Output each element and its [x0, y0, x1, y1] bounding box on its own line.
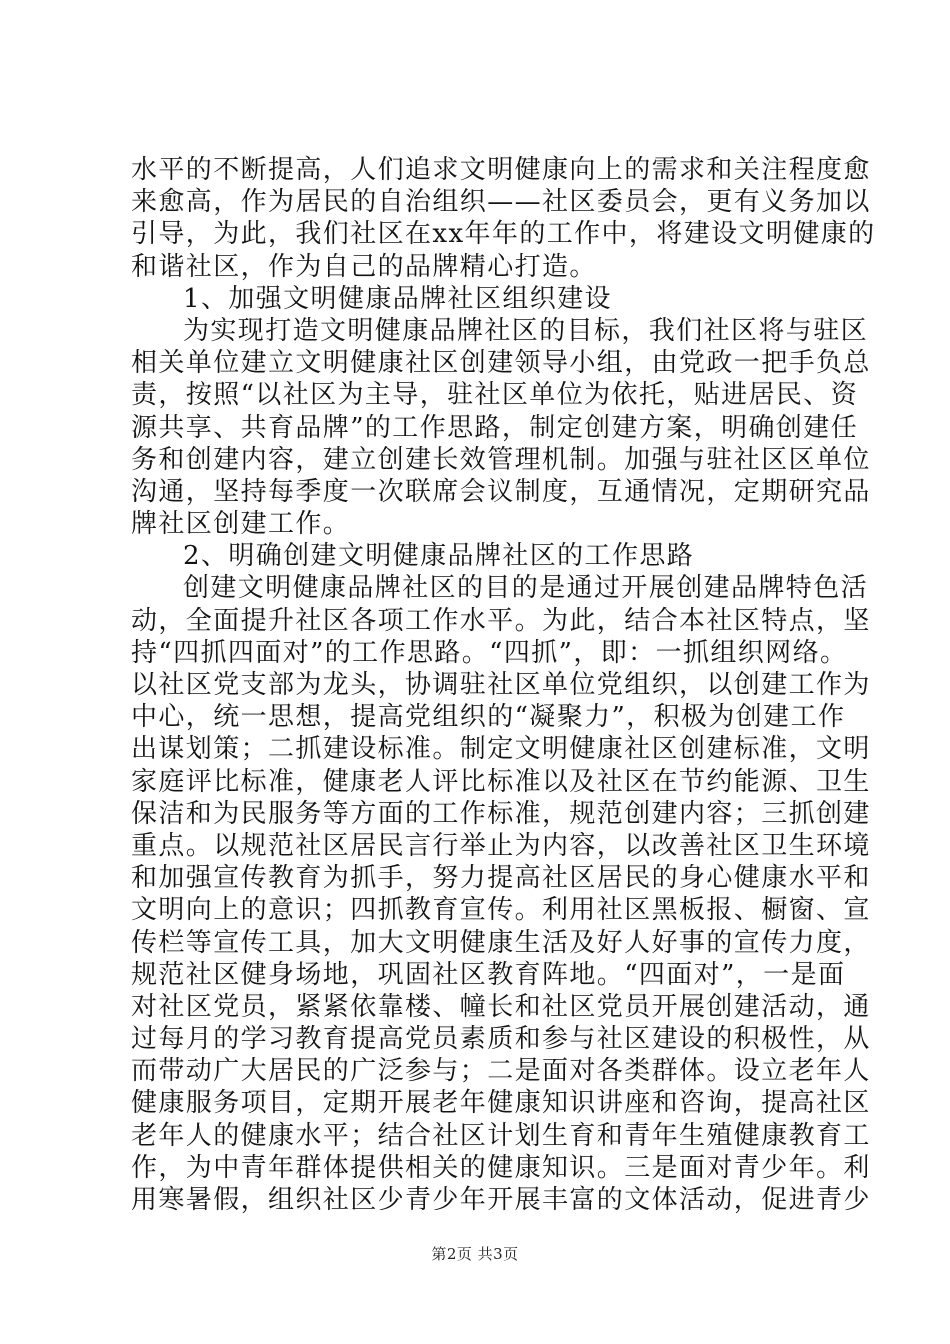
section-heading-2: 2、明确创建文明健康品牌社区的工作思路 [183, 541, 695, 572]
text-line: 引导，为此，我们社区在xx年年的工作中，将建设文明健康的 [131, 219, 876, 250]
text-line: 作，为中青年群体提供相关的健康知识。三是面对青少年。利 [131, 1152, 871, 1183]
text-line: 出谋划策；二抓建设标准。制定文明健康社区创建标准，文明 [131, 734, 871, 765]
text-line: 而带动广大居民的广泛参与；二是面对各类群体。设立老年人 [131, 1056, 871, 1087]
text-line: 源共享、共育品牌”的工作思路，制定创建方案，明确创建任 [131, 412, 859, 443]
document-body [131, 154, 876, 1216]
text-line: 责，按照“以社区为主导，驻社区单位为依托，贴进居民、资 [131, 380, 859, 411]
text-line: 沟通，坚持每季度一次联席会议制度，互通情况，定期研究品 [131, 476, 871, 507]
text-line: 动，全面提升社区各项工作水平。为此，结合本社区特点，坚 [131, 605, 871, 636]
text-line: 和加强宣传教育为抓手，努力提高社区居民的身心健康水平和 [131, 863, 871, 894]
text-line: 务和创建内容，建立创建长效管理机制。加强与驻社区区单位 [131, 444, 871, 475]
page-number-footer: 第2页 共3页 [431, 1245, 519, 1263]
text-line: 家庭评比标准，健康老人评比标准以及社区在节约能源、卫生 [131, 766, 871, 797]
text-line: 老年人的健康水平；结合社区计划生育和青年生殖健康教育工 [131, 1120, 871, 1151]
text-line: 重点。以规范社区居民言行举止为内容，以改善社区卫生环境 [131, 830, 871, 861]
text-line: 传栏等宣传工具，加大文明健康生活及好人好事的宣传力度， [131, 927, 871, 958]
text-line: 相关单位建立文明健康社区创建领导小组，由党政一把手负总 [131, 348, 871, 379]
text-line: 规范社区健身场地，巩固社区教育阵地。“四面对”，一是面 [131, 959, 846, 990]
text-line: 健康服务项目，定期开展老年健康知识讲座和咨询，提高社区 [131, 1088, 871, 1119]
section-2-paragraph [131, 572, 871, 1216]
text-line: 水平的不断提高，人们追求文明健康向上的需求和关注程度愈 [131, 155, 871, 185]
text-line: 对社区党员，紧紧依靠楼、幢长和社区党员开展创建活动，通 [131, 991, 871, 1022]
text-line: 为实现打造文明健康品牌社区的目标，我们社区将与驻区 [183, 315, 869, 346]
text-line: 以社区党支部为龙头，协调驻社区单位党组织，以创建工作为 [131, 670, 871, 700]
text-line: 来愈高，作为居民的自治组织——社区委员会，更有义务加以 [131, 187, 871, 218]
text-line: 用寒暑假，组织社区少青少年开展丰富的文体活动，促进青少 [131, 1185, 871, 1215]
intro-paragraph [131, 154, 876, 283]
section-1-paragraph [131, 315, 871, 540]
text-line: 保洁和为民服务等方面的工作标准，规范创建内容；三抓创建 [131, 798, 871, 829]
text-line: 创建文明健康品牌社区的目的是通过开展创建品牌特色活 [183, 573, 869, 604]
text-line: 文明向上的意识；四抓教育宣传。利用社区黑板报、橱窗、宣 [131, 895, 871, 926]
text-line: 和谐社区，作为自己的品牌精心打造。 [131, 251, 597, 282]
text-line: 过每月的学习教育提高党员素质和参与社区建设的积极性，从 [131, 1024, 871, 1055]
text-line: 中心，统一思想，提高党组织的“凝聚力”，积极为创建工作 [131, 702, 846, 733]
text-line: 牌社区创建工作。 [131, 509, 351, 540]
text-line: 持“四抓四面对”的工作思路。“四抓”，即：一抓组织网络。 [131, 637, 848, 668]
section-heading-1: 1、加强文明健康品牌社区组织建设 [183, 283, 612, 314]
